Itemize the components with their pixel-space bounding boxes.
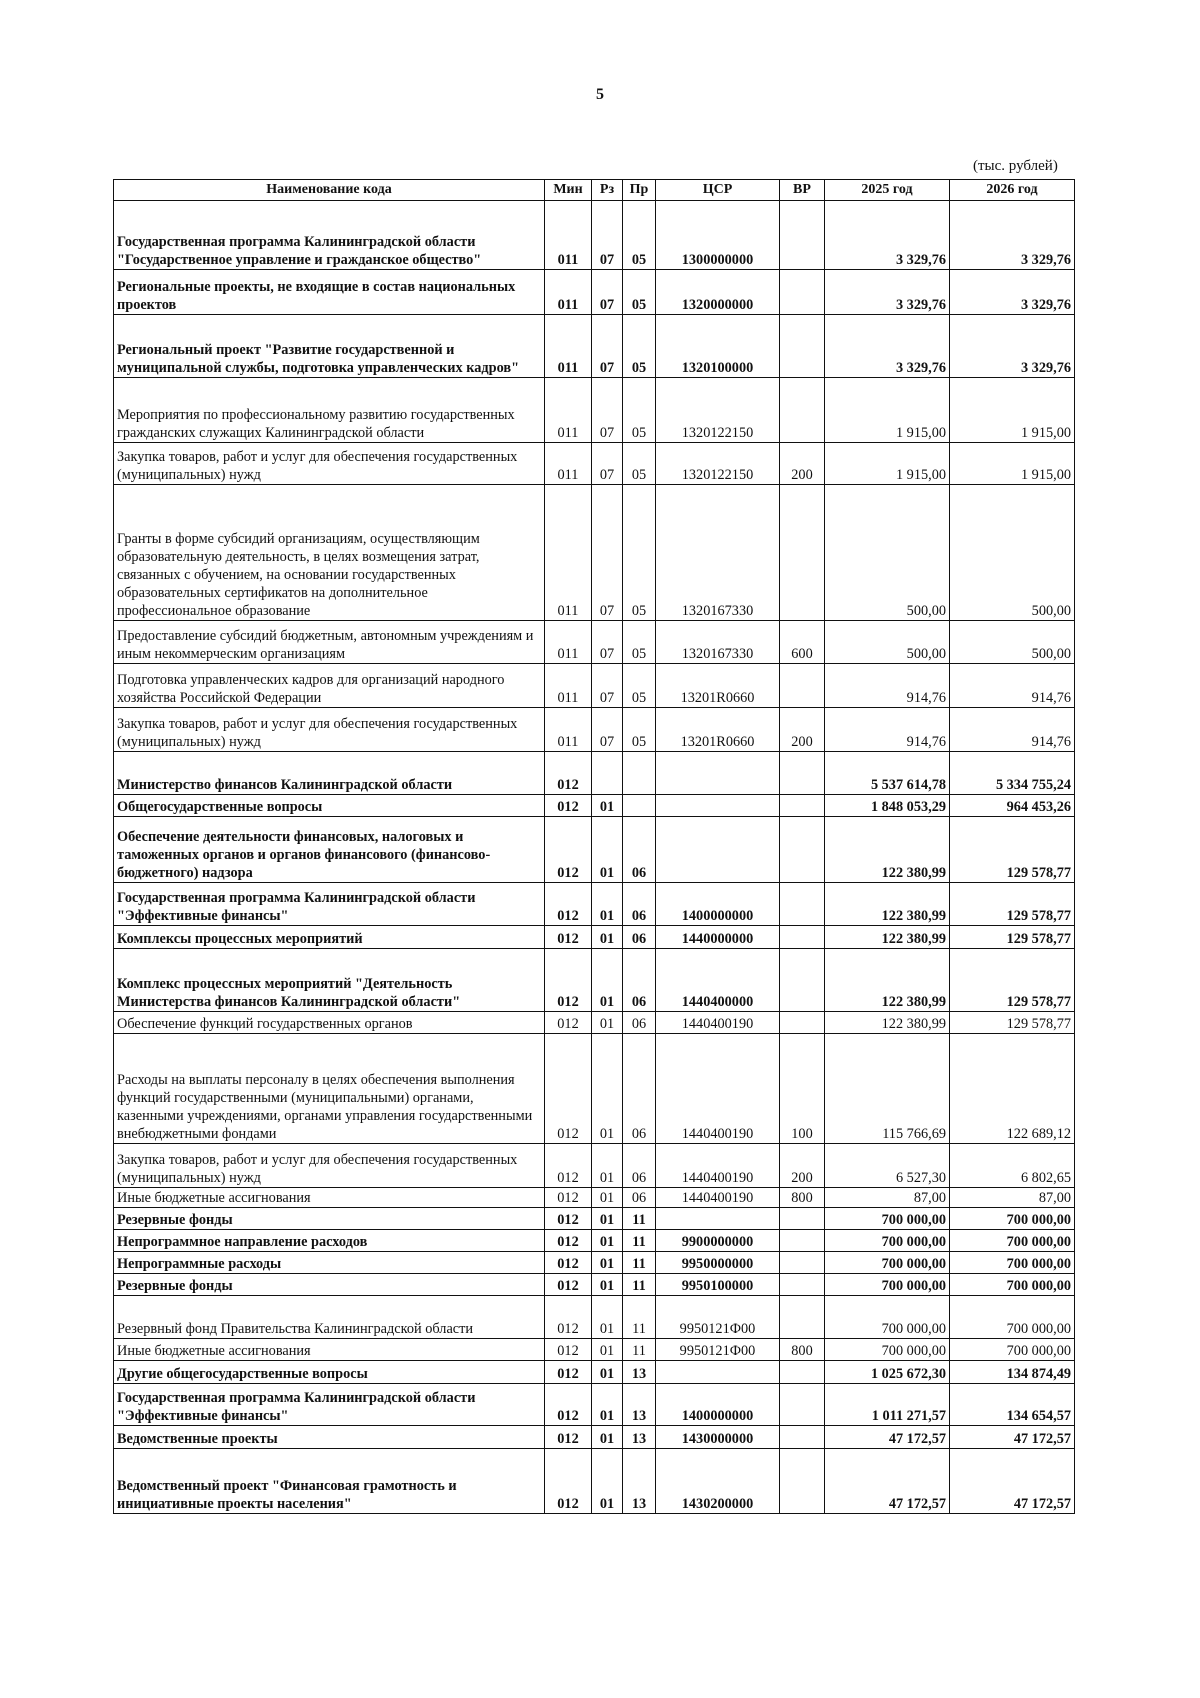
cell-y2025: 3 329,76 (825, 201, 950, 270)
cell-name: Резервный фонд Правительства Калининградской области (114, 1296, 545, 1339)
cell-vr: 800 (780, 1188, 825, 1208)
cell-name: Региональный проект "Развитие государственной и муниципальной службы, подготовка управленческих кадров" (114, 315, 545, 378)
cell-vr (780, 201, 825, 270)
cell-pr: 13 (623, 1384, 656, 1426)
cell-y2025: 3 329,76 (825, 315, 950, 378)
cell-csr (656, 752, 780, 795)
table-row (114, 1012, 1075, 1034)
header-csr: ЦСР (656, 180, 780, 201)
cell-csr: 9900000000 (656, 1230, 780, 1252)
table-row (114, 1449, 1075, 1514)
cell-rz: 01 (592, 1296, 623, 1339)
header-2025: 2025 год (825, 180, 950, 201)
cell-vr (780, 378, 825, 443)
cell-name: Общегосударственные вопросы (114, 795, 545, 817)
cell-min: 012 (545, 1274, 592, 1296)
cell-min: 012 (545, 1034, 592, 1144)
cell-csr: 1320100000 (656, 315, 780, 378)
cell-y2025: 700 000,00 (825, 1208, 950, 1230)
cell-y2025: 122 380,99 (825, 1012, 950, 1034)
cell-y2026: 700 000,00 (950, 1296, 1075, 1339)
cell-y2026: 500,00 (950, 621, 1075, 664)
cell-pr (623, 795, 656, 817)
cell-name: Расходы на выплаты персоналу в целях обеспечения выполнения функций государственными (муниципальными) органами, казенными учреждениями, органами управления государственными внебюджетными фондами (114, 1034, 545, 1144)
cell-pr: 05 (623, 201, 656, 270)
table-row (114, 1426, 1075, 1449)
cell-rz: 01 (592, 817, 623, 883)
header-pr: Пр (623, 180, 656, 201)
header-min: Мин (545, 180, 592, 201)
cell-rz: 01 (592, 926, 623, 949)
table-row (114, 1252, 1075, 1274)
cell-name: Комплекс процессных мероприятий "Деятельность Министерства финансов Калининградской области" (114, 949, 545, 1012)
cell-y2026: 914,76 (950, 708, 1075, 752)
cell-y2026: 129 578,77 (950, 1012, 1075, 1034)
cell-vr (780, 315, 825, 378)
cell-csr: 1320000000 (656, 270, 780, 315)
cell-rz: 01 (592, 1252, 623, 1274)
cell-csr: 1440400190 (656, 1034, 780, 1144)
cell-csr: 9950121Ф00 (656, 1339, 780, 1361)
cell-min: 011 (545, 485, 592, 621)
cell-name: Министерство финансов Калининградской области (114, 752, 545, 795)
cell-vr (780, 817, 825, 883)
table-row (114, 883, 1075, 926)
table-row (114, 949, 1075, 1012)
cell-name: Непрограммное направление расходов (114, 1230, 545, 1252)
cell-csr: 13201R0660 (656, 664, 780, 708)
cell-min: 011 (545, 621, 592, 664)
cell-y2026: 47 172,57 (950, 1449, 1075, 1514)
cell-pr: 06 (623, 926, 656, 949)
cell-pr: 05 (623, 621, 656, 664)
cell-y2026: 129 578,77 (950, 883, 1075, 926)
cell-vr (780, 270, 825, 315)
cell-name: Предоставление субсидий бюджетным, автономным учреждениям и иным некоммерческим организациям (114, 621, 545, 664)
cell-y2026: 87,00 (950, 1188, 1075, 1208)
cell-y2026: 1 915,00 (950, 443, 1075, 485)
cell-min: 011 (545, 270, 592, 315)
cell-csr: 1320167330 (656, 621, 780, 664)
cell-rz: 07 (592, 270, 623, 315)
header-rz: Рз (592, 180, 623, 201)
cell-pr: 06 (623, 1012, 656, 1034)
cell-csr: 1440400190 (656, 1144, 780, 1188)
cell-y2025: 87,00 (825, 1188, 950, 1208)
cell-vr: 100 (780, 1034, 825, 1144)
cell-y2026: 129 578,77 (950, 926, 1075, 949)
cell-name: Резервные фонды (114, 1208, 545, 1230)
cell-name: Комплексы процессных мероприятий (114, 926, 545, 949)
cell-csr: 9950000000 (656, 1252, 780, 1274)
cell-pr: 05 (623, 315, 656, 378)
cell-y2025: 700 000,00 (825, 1339, 950, 1361)
budget-table (113, 179, 1075, 1514)
cell-pr: 11 (623, 1252, 656, 1274)
cell-csr: 1440400190 (656, 1188, 780, 1208)
cell-rz: 01 (592, 1012, 623, 1034)
cell-pr: 13 (623, 1426, 656, 1449)
cell-csr: 1400000000 (656, 883, 780, 926)
table-row (114, 1274, 1075, 1296)
cell-min: 012 (545, 1339, 592, 1361)
cell-min: 011 (545, 201, 592, 270)
cell-y2026: 129 578,77 (950, 817, 1075, 883)
cell-rz: 07 (592, 621, 623, 664)
table-row (114, 621, 1075, 664)
cell-csr (656, 1208, 780, 1230)
cell-pr: 11 (623, 1274, 656, 1296)
cell-vr (780, 1426, 825, 1449)
cell-pr: 06 (623, 949, 656, 1012)
cell-rz: 01 (592, 1274, 623, 1296)
cell-pr: 13 (623, 1361, 656, 1384)
cell-y2025: 700 000,00 (825, 1252, 950, 1274)
table-row (114, 1208, 1075, 1230)
cell-vr (780, 1449, 825, 1514)
cell-y2026: 3 329,76 (950, 201, 1075, 270)
cell-pr (623, 752, 656, 795)
table-row (114, 1034, 1075, 1144)
cell-name: Закупка товаров, работ и услуг для обеспечения государственных (муниципальных) нужд (114, 708, 545, 752)
cell-min: 011 (545, 378, 592, 443)
cell-rz: 01 (592, 1188, 623, 1208)
cell-min: 011 (545, 443, 592, 485)
cell-pr: 05 (623, 270, 656, 315)
table-row (114, 1188, 1075, 1208)
table-row (114, 201, 1075, 270)
cell-rz: 01 (592, 795, 623, 817)
cell-y2026: 5 334 755,24 (950, 752, 1075, 795)
cell-vr (780, 883, 825, 926)
cell-pr: 06 (623, 1188, 656, 1208)
cell-vr (780, 1012, 825, 1034)
cell-rz: 01 (592, 1426, 623, 1449)
cell-name: Региональные проекты, не входящие в состав национальных проектов (114, 270, 545, 315)
cell-name: Мероприятия по профессиональному развитию государственных гражданских служащих Калининградской области (114, 378, 545, 443)
cell-csr: 1400000000 (656, 1384, 780, 1426)
cell-y2026: 129 578,77 (950, 949, 1075, 1012)
table-row (114, 378, 1075, 443)
cell-name: Непрограммные расходы (114, 1252, 545, 1274)
cell-y2026: 964 453,26 (950, 795, 1075, 817)
cell-pr: 06 (623, 1144, 656, 1188)
cell-y2025: 700 000,00 (825, 1230, 950, 1252)
cell-vr: 800 (780, 1339, 825, 1361)
cell-name: Обеспечение деятельности финансовых, налоговых и таможенных органов и органов финансового (финансово-бюджетного) надзора (114, 817, 545, 883)
cell-y2026: 6 802,65 (950, 1144, 1075, 1188)
cell-pr: 11 (623, 1208, 656, 1230)
cell-csr: 1320122150 (656, 378, 780, 443)
cell-y2026: 914,76 (950, 664, 1075, 708)
cell-vr (780, 926, 825, 949)
cell-vr (780, 664, 825, 708)
cell-y2026: 3 329,76 (950, 315, 1075, 378)
cell-y2026: 700 000,00 (950, 1252, 1075, 1274)
table-row (114, 315, 1075, 378)
cell-csr: 13201R0660 (656, 708, 780, 752)
cell-rz: 01 (592, 1384, 623, 1426)
cell-csr: 1440000000 (656, 926, 780, 949)
cell-csr (656, 817, 780, 883)
cell-name: Государственная программа Калининградской области "Эффективные финансы" (114, 883, 545, 926)
table-row (114, 795, 1075, 817)
cell-min: 012 (545, 1012, 592, 1034)
table-row (114, 1361, 1075, 1384)
cell-y2025: 47 172,57 (825, 1426, 950, 1449)
cell-name: Резервные фонды (114, 1274, 545, 1296)
cell-csr: 1300000000 (656, 201, 780, 270)
cell-y2025: 122 380,99 (825, 949, 950, 1012)
cell-rz: 07 (592, 708, 623, 752)
cell-pr: 05 (623, 664, 656, 708)
cell-csr: 1430000000 (656, 1426, 780, 1449)
cell-y2025: 700 000,00 (825, 1296, 950, 1339)
table-row (114, 708, 1075, 752)
cell-pr: 11 (623, 1230, 656, 1252)
cell-min: 012 (545, 1208, 592, 1230)
cell-vr (780, 795, 825, 817)
cell-pr: 05 (623, 485, 656, 621)
cell-y2025: 5 537 614,78 (825, 752, 950, 795)
cell-min: 012 (545, 926, 592, 949)
table-row (114, 1296, 1075, 1339)
table-row (114, 1384, 1075, 1426)
cell-csr: 9950121Ф00 (656, 1296, 780, 1339)
cell-y2025: 500,00 (825, 621, 950, 664)
cell-min: 011 (545, 315, 592, 378)
cell-vr (780, 752, 825, 795)
cell-pr: 11 (623, 1296, 656, 1339)
cell-min: 012 (545, 883, 592, 926)
cell-vr: 200 (780, 1144, 825, 1188)
cell-name: Закупка товаров, работ и услуг для обеспечения государственных (муниципальных) нужд (114, 1144, 545, 1188)
cell-y2026: 122 689,12 (950, 1034, 1075, 1144)
cell-y2025: 500,00 (825, 485, 950, 621)
header-2026: 2026 год (950, 180, 1075, 201)
cell-rz: 01 (592, 1339, 623, 1361)
cell-rz: 01 (592, 1144, 623, 1188)
cell-min: 012 (545, 795, 592, 817)
cell-csr: 1440400190 (656, 1012, 780, 1034)
cell-pr: 13 (623, 1449, 656, 1514)
cell-y2026: 700 000,00 (950, 1208, 1075, 1230)
cell-y2025: 914,76 (825, 664, 950, 708)
cell-rz: 07 (592, 201, 623, 270)
cell-rz: 07 (592, 664, 623, 708)
cell-min: 012 (545, 1252, 592, 1274)
cell-y2026: 3 329,76 (950, 270, 1075, 315)
cell-pr: 06 (623, 1034, 656, 1144)
cell-pr: 05 (623, 443, 656, 485)
table-row (114, 817, 1075, 883)
cell-y2025: 115 766,69 (825, 1034, 950, 1144)
cell-name: Другие общегосударственные вопросы (114, 1361, 545, 1384)
cell-y2025: 122 380,99 (825, 883, 950, 926)
table-row (114, 1339, 1075, 1361)
cell-vr: 600 (780, 621, 825, 664)
cell-csr: 9950100000 (656, 1274, 780, 1296)
cell-rz: 07 (592, 378, 623, 443)
cell-rz: 01 (592, 949, 623, 1012)
cell-y2026: 47 172,57 (950, 1426, 1075, 1449)
cell-rz: 01 (592, 1230, 623, 1252)
cell-csr: 1440400000 (656, 949, 780, 1012)
table-row (114, 926, 1075, 949)
table-row (114, 443, 1075, 485)
cell-y2026: 700 000,00 (950, 1274, 1075, 1296)
cell-vr (780, 1252, 825, 1274)
cell-min: 012 (545, 1361, 592, 1384)
table-row (114, 1144, 1075, 1188)
cell-vr: 200 (780, 708, 825, 752)
cell-y2025: 1 011 271,57 (825, 1384, 950, 1426)
cell-vr (780, 1296, 825, 1339)
cell-pr: 05 (623, 378, 656, 443)
cell-y2025: 6 527,30 (825, 1144, 950, 1188)
cell-min: 012 (545, 1188, 592, 1208)
cell-pr: 11 (623, 1339, 656, 1361)
cell-min: 011 (545, 664, 592, 708)
cell-pr: 05 (623, 708, 656, 752)
cell-y2025: 1 025 672,30 (825, 1361, 950, 1384)
cell-y2026: 1 915,00 (950, 378, 1075, 443)
cell-min: 012 (545, 1144, 592, 1188)
cell-name: Подготовка управленческих кадров для организаций народного хозяйства Российской Федерации (114, 664, 545, 708)
cell-vr (780, 1361, 825, 1384)
cell-y2026: 700 000,00 (950, 1339, 1075, 1361)
cell-min: 011 (545, 708, 592, 752)
cell-rz: 01 (592, 1361, 623, 1384)
cell-name: Иные бюджетные ассигнования (114, 1188, 545, 1208)
cell-rz (592, 752, 623, 795)
cell-rz: 07 (592, 315, 623, 378)
cell-csr: 1430200000 (656, 1449, 780, 1514)
cell-y2025: 700 000,00 (825, 1274, 950, 1296)
cell-y2025: 914,76 (825, 708, 950, 752)
table-row (114, 485, 1075, 621)
cell-rz: 01 (592, 883, 623, 926)
cell-min: 012 (545, 1230, 592, 1252)
page-number: 5 (596, 86, 604, 103)
cell-rz: 01 (592, 1034, 623, 1144)
cell-vr (780, 1230, 825, 1252)
table-row (114, 270, 1075, 315)
cell-name: Обеспечение функций государственных органов (114, 1012, 545, 1034)
cell-rz: 07 (592, 485, 623, 621)
cell-y2025: 1 915,00 (825, 378, 950, 443)
cell-csr (656, 1361, 780, 1384)
cell-csr (656, 795, 780, 817)
cell-rz: 07 (592, 443, 623, 485)
cell-y2025: 122 380,99 (825, 926, 950, 949)
cell-name: Государственная программа Калининградской области "Государственное управление и гражданское общество" (114, 201, 545, 270)
cell-min: 012 (545, 1449, 592, 1514)
cell-pr: 06 (623, 817, 656, 883)
cell-csr: 1320122150 (656, 443, 780, 485)
cell-vr (780, 1208, 825, 1230)
table-row (114, 752, 1075, 795)
cell-y2025: 47 172,57 (825, 1449, 950, 1514)
table-row (114, 664, 1075, 708)
cell-y2025: 1 848 053,29 (825, 795, 950, 817)
cell-min: 012 (545, 817, 592, 883)
cell-min: 012 (545, 949, 592, 1012)
cell-name: Ведомственный проект "Финансовая грамотность и инициативные проекты населения" (114, 1449, 545, 1514)
cell-y2026: 700 000,00 (950, 1230, 1075, 1252)
cell-vr (780, 949, 825, 1012)
cell-y2025: 3 329,76 (825, 270, 950, 315)
cell-vr (780, 1274, 825, 1296)
header-name: Наименование кода (114, 180, 545, 201)
cell-min: 012 (545, 752, 592, 795)
cell-name: Ведомственные проекты (114, 1426, 545, 1449)
cell-y2025: 1 915,00 (825, 443, 950, 485)
cell-rz: 01 (592, 1208, 623, 1230)
table-row (114, 1230, 1075, 1252)
table-header-row (114, 180, 1075, 201)
cell-vr: 200 (780, 443, 825, 485)
cell-rz: 01 (592, 1449, 623, 1514)
cell-y2026: 500,00 (950, 485, 1075, 621)
cell-name: Иные бюджетные ассигнования (114, 1339, 545, 1361)
cell-min: 012 (545, 1426, 592, 1449)
cell-y2025: 122 380,99 (825, 817, 950, 883)
cell-csr: 1320167330 (656, 485, 780, 621)
cell-name: Государственная программа Калининградской области "Эффективные финансы" (114, 1384, 545, 1426)
units-label: (тыс. рублей) (973, 158, 1058, 174)
cell-vr (780, 485, 825, 621)
cell-y2026: 134 874,49 (950, 1361, 1075, 1384)
cell-name: Гранты в форме субсидий организациям, осуществляющим образовательную деятельность, в целях возмещения затрат, связанных с обучением, на основании государственных образовательных сертификатов на дополнительное профессиональное образование (114, 485, 545, 621)
header-vr: ВР (780, 180, 825, 201)
cell-name: Закупка товаров, работ и услуг для обеспечения государственных (муниципальных) нужд (114, 443, 545, 485)
cell-min: 012 (545, 1296, 592, 1339)
cell-y2026: 134 654,57 (950, 1384, 1075, 1426)
cell-pr: 06 (623, 883, 656, 926)
cell-vr (780, 1384, 825, 1426)
cell-min: 012 (545, 1384, 592, 1426)
